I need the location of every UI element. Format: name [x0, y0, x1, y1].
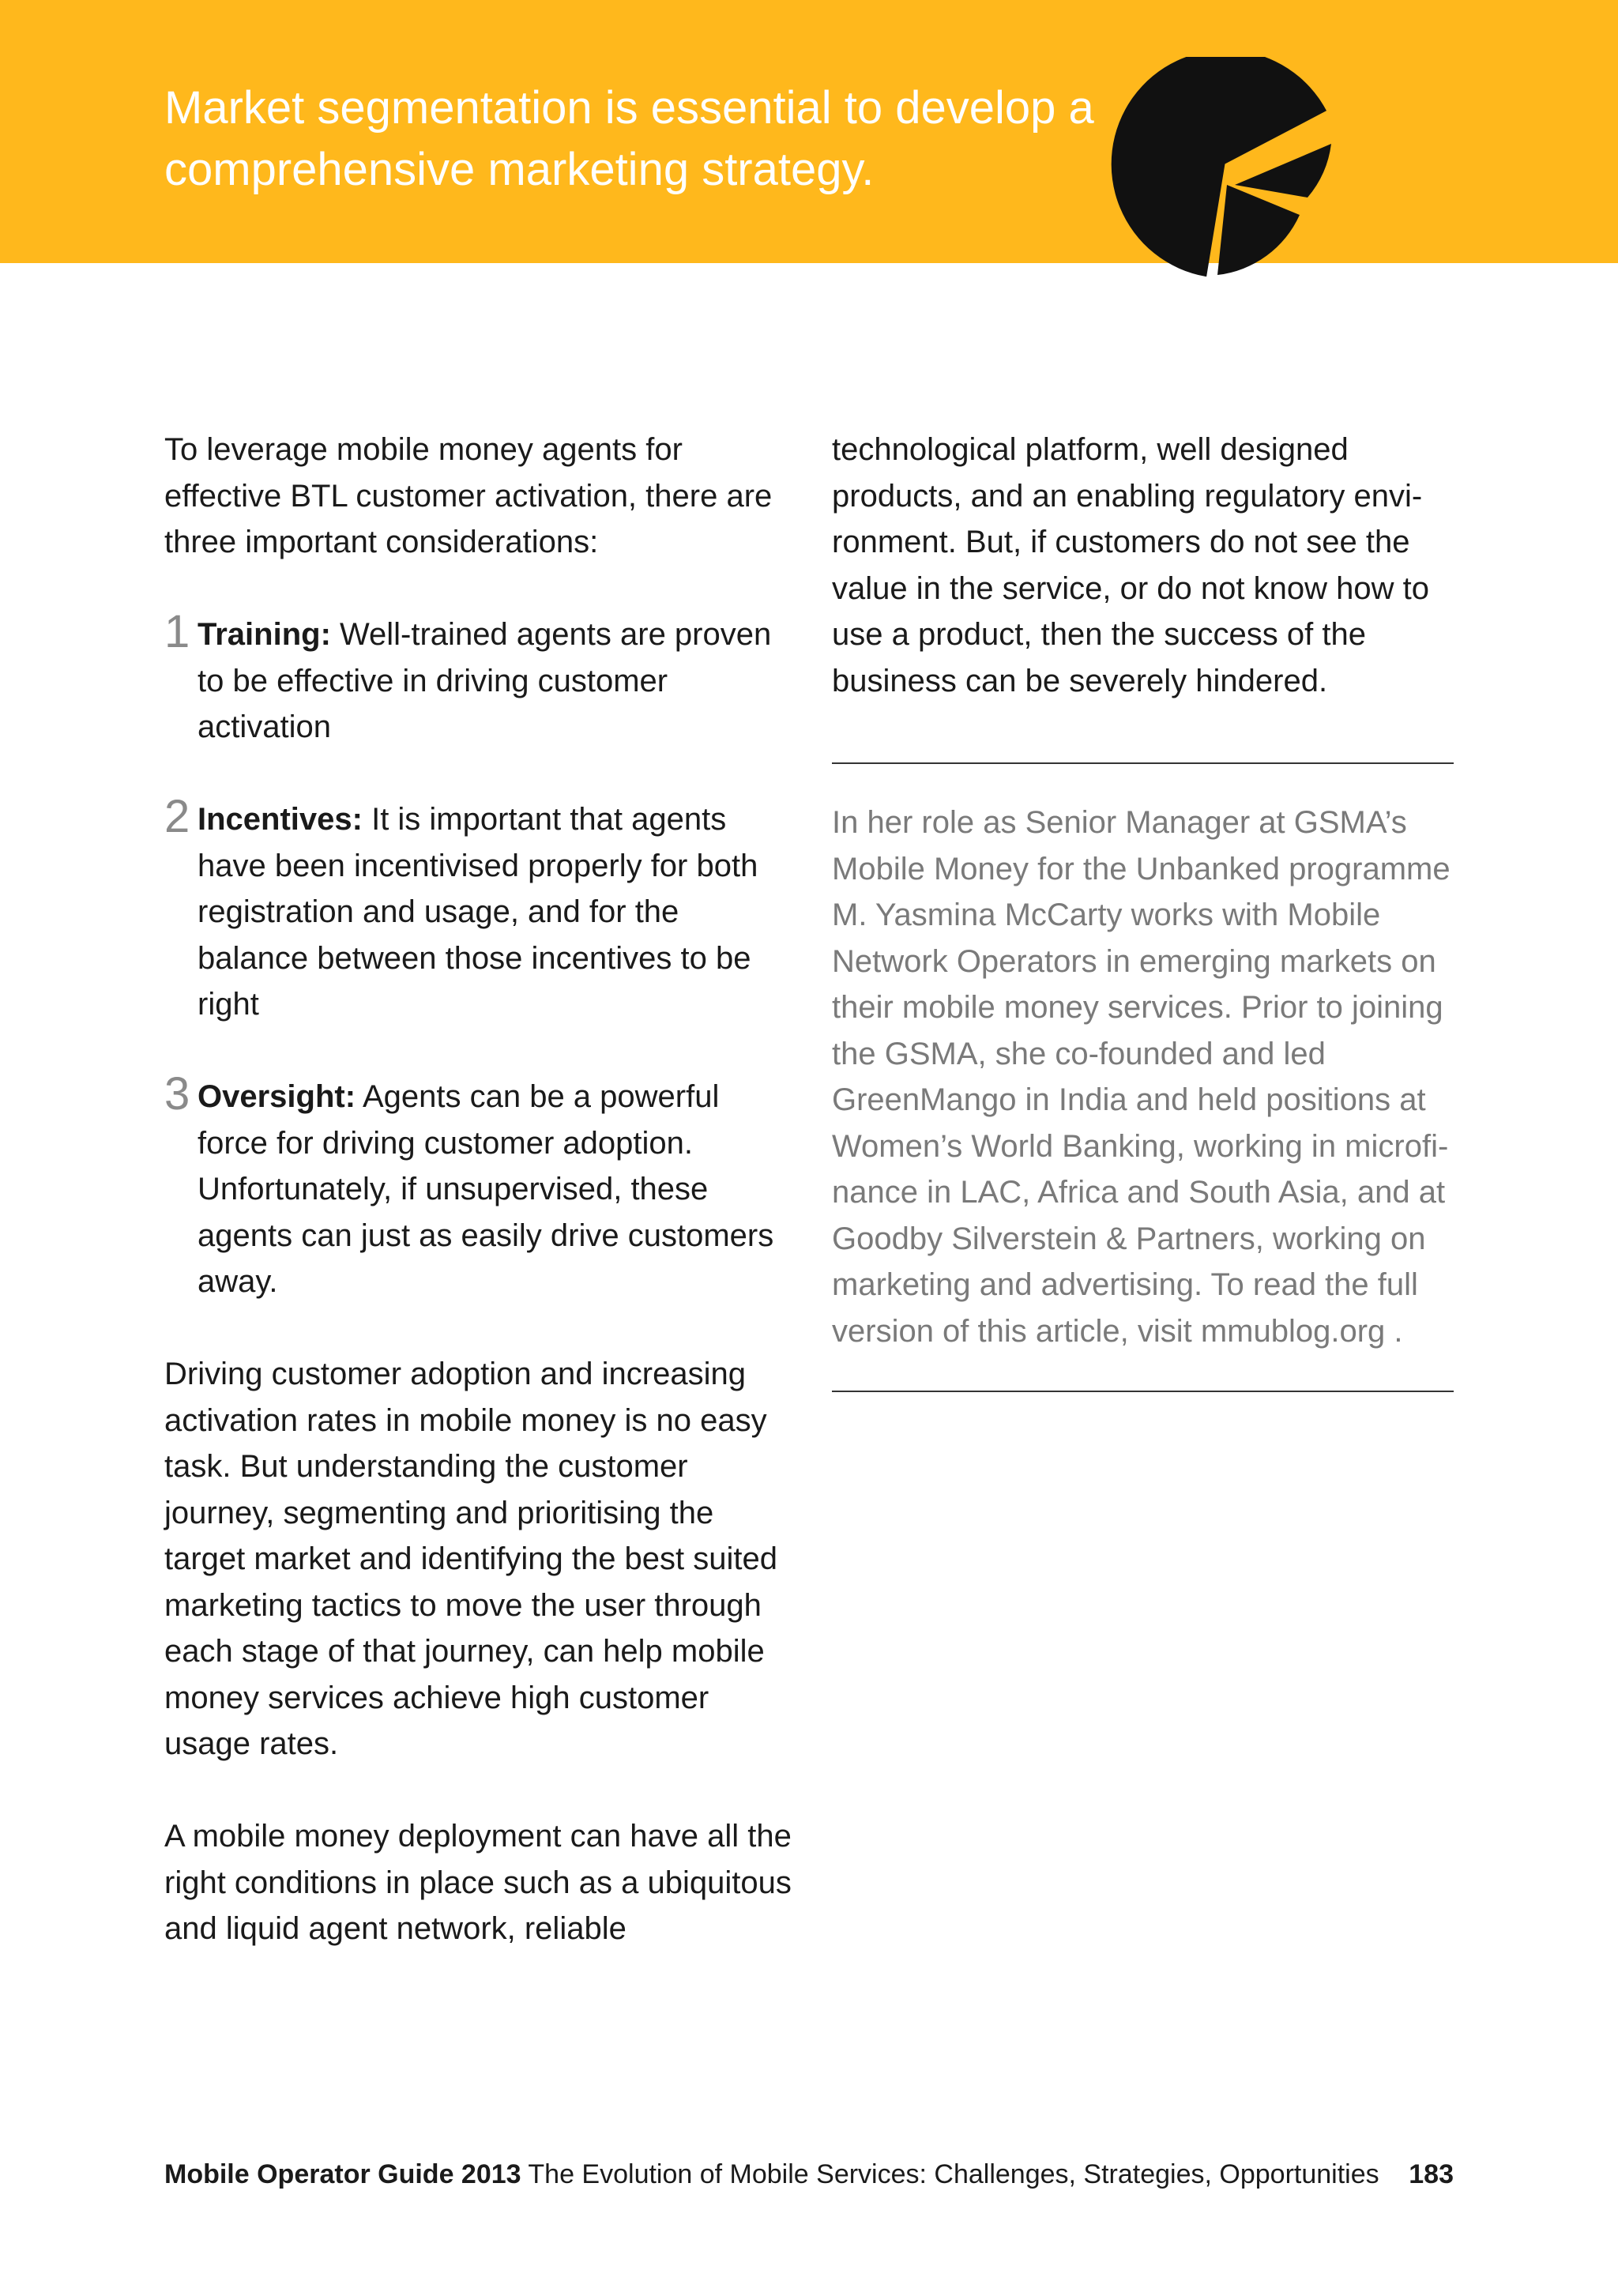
- list-item-incentives: [164, 791, 796, 1028]
- list-item-text: Well-trained agents are proven to be effective in driving customer activation: [198, 617, 772, 744]
- left-column: [164, 427, 796, 1952]
- list-item-title: Oversight:: [198, 1079, 356, 1114]
- page-number: 183: [1409, 2159, 1454, 2189]
- list-item-oversight: [164, 1068, 796, 1305]
- banner-headline: Market segmentation is essential to develop a comprehensive marketing strategy.: [164, 82, 1094, 195]
- list-item-training: [164, 606, 796, 751]
- body-paragraph: A mobile money deployment can have all the right conditions in place such as a ubiquitous and liquid agent network, reliable: [164, 1819, 792, 1946]
- header-banner: [0, 0, 1618, 263]
- list-item-text: It is important that agents have been incentivised properly for both registration and usage, and for the balance between those incentives to be right: [198, 802, 758, 1022]
- author-bio: In her role as Senior Manager at GSMA’s Mobile Money for the Unbanked programme M. Yasmina McCarty works with Mobile Network Operators in emerging markets on their mobile money services. Prior to joining the GSMA, she co-founded and led GreenMango in India and held positions at Women’s World Banking, working in microfi-nance in LAC, Africa and South Asia, and at Goodby Silverstein & Partners, working on marketing and advertising. To read the full version of this article, visit mmublog.org .: [832, 805, 1451, 1349]
- intro-paragraph: To leverage mobile money agents for effective BTL customer activation, there are three important considerations:: [164, 432, 773, 559]
- continuation-paragraph: technological platform, well designed products, and an enabling regulatory envi-ronment. But, if customers do not see the value in the service, or do not know how to use a product, then the success of the business can be severely hindered.: [832, 432, 1429, 698]
- list-number: 1: [164, 606, 190, 657]
- list-item-title: Incentives:: [198, 802, 363, 837]
- footer-subtitle: The Evolution of Mobile Services: Challenges, Strategies, Opportunities: [521, 2159, 1379, 2189]
- divider-top: [832, 762, 1454, 764]
- right-column: [832, 427, 1464, 704]
- pie-chart-icon: [1110, 57, 1355, 286]
- footer-guide-title: Mobile Operator Guide 2013: [164, 2159, 521, 2189]
- page-footer: [164, 2157, 1454, 2192]
- body-paragraph: Driving customer adoption and increasing activation rates in mobile money is no easy task. But understanding the customer journey, segmenting and prioritising the target market and identifying the best suited marketing tactics to move the user through each stage of that journey, can help mobile money services achieve high customer usage rates.: [164, 1357, 778, 1761]
- list-item-text: Agents can be a powerful force for driving customer adoption. Unfortunately, if unsupervised, these agents can just as easily drive customers away.: [198, 1079, 774, 1299]
- list-number: 2: [164, 791, 190, 842]
- list-number: 3: [164, 1068, 190, 1120]
- list-item-title: Training:: [198, 617, 331, 652]
- divider-bottom: [832, 1391, 1454, 1392]
